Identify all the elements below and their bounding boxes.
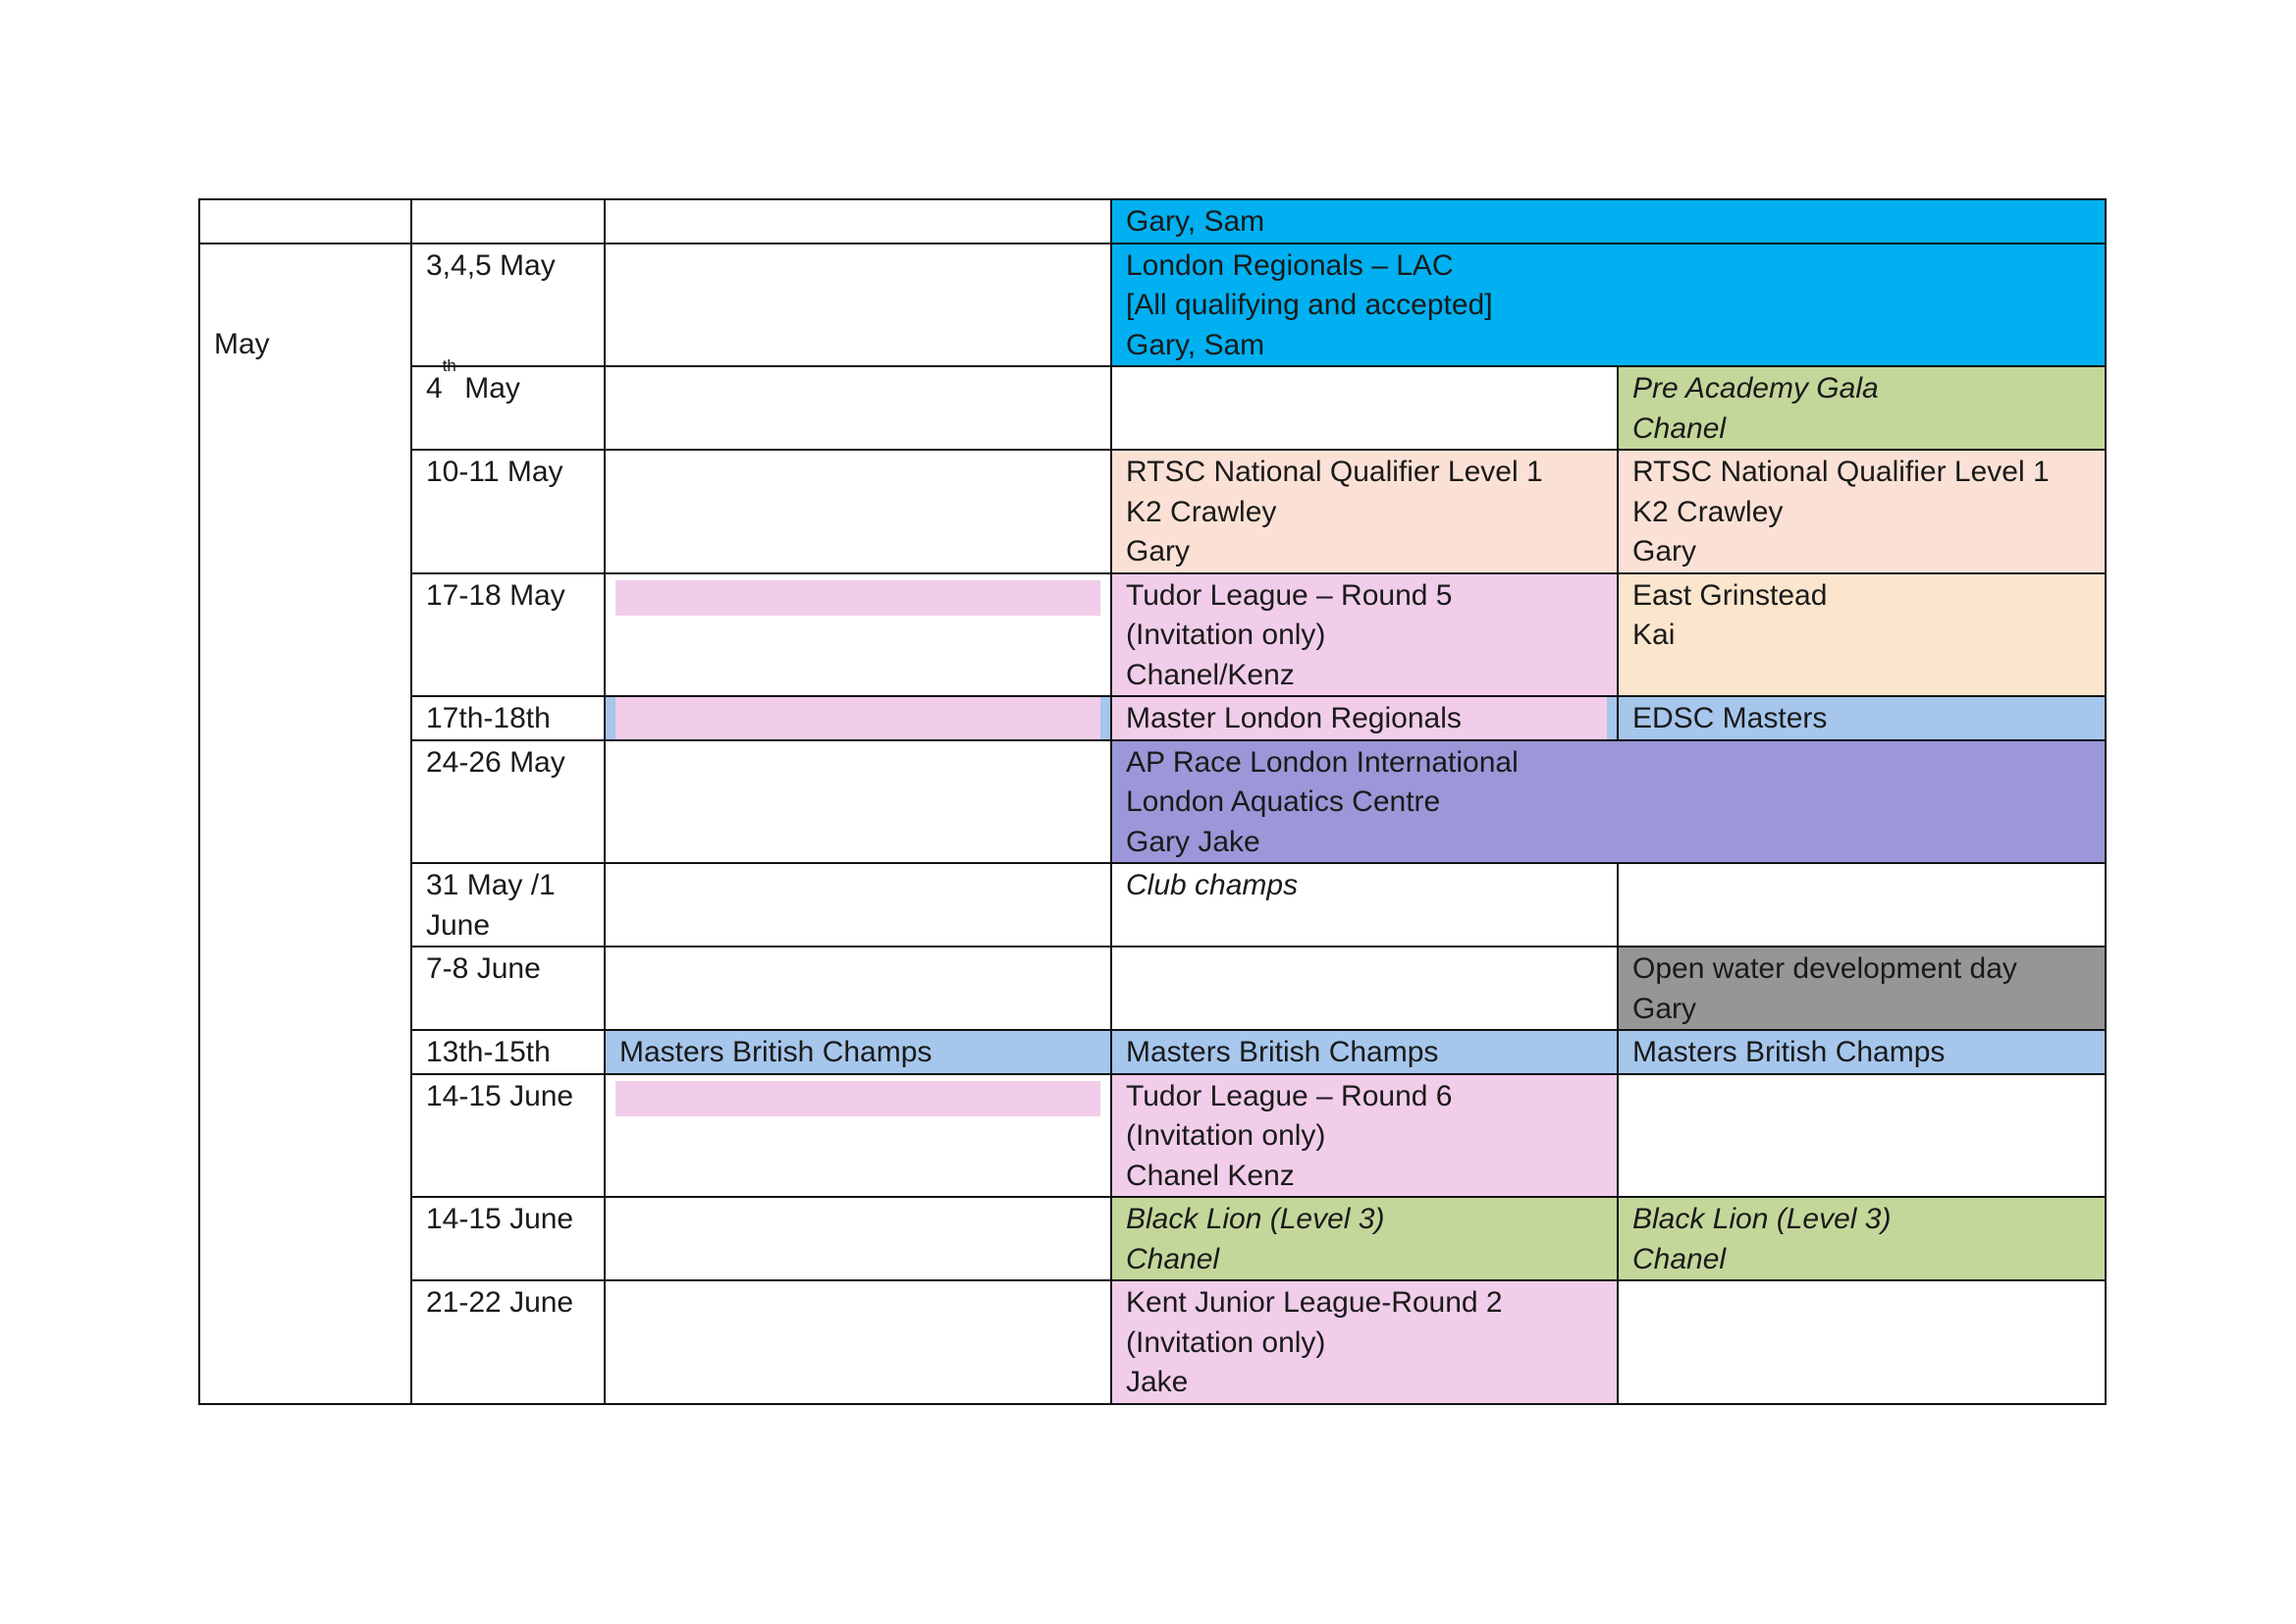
date-label: 14-15 June: [426, 1079, 574, 1112]
event-cell: [1618, 1197, 2106, 1280]
cell-highlight-bar: [605, 1074, 1111, 1198]
event-line: Kent Junior League-Round 2: [1126, 1286, 1503, 1319]
event-line: (Invitation only): [1126, 1326, 1326, 1359]
event-line: Kai: [1632, 619, 1676, 651]
date-label: June: [426, 908, 491, 942]
date-label: 17-18 May: [426, 578, 565, 612]
cell-blank: [605, 244, 1111, 367]
event-cell: [1618, 366, 2106, 450]
event-line: Gary: [1632, 535, 1697, 568]
cell-blank: [605, 1280, 1111, 1404]
date-label: 24-26 May: [426, 745, 565, 779]
cell-blank: [605, 366, 1111, 450]
event-line: Club champs: [1126, 869, 1299, 901]
cell-blank: [1618, 1074, 2106, 1198]
table-row: [199, 863, 2106, 947]
event-line: Gary, Sam: [1126, 328, 1265, 361]
date-label: 3,4,5 May: [426, 248, 556, 282]
event-cell: [1111, 863, 1618, 947]
schedule-table: [198, 198, 2107, 1405]
event-cell: [1111, 696, 1618, 740]
date-cell: [411, 244, 605, 367]
month-label: May: [214, 327, 270, 360]
cell-highlight-bar: [605, 573, 1111, 697]
event-line: Chanel/Kenz: [1126, 658, 1295, 691]
date-cell: [411, 1280, 605, 1404]
event-line: RTSC National Qualifier Level 1: [1632, 456, 2050, 488]
table-row: [199, 1280, 2106, 1404]
event-line: K2 Crawley: [1632, 495, 1784, 528]
table-row: [199, 740, 2106, 864]
pink-highlight-bar: [615, 580, 1100, 616]
table-row: [199, 450, 2106, 573]
event-line: K2 Crawley: [1126, 495, 1277, 528]
event-cell: [605, 1030, 1111, 1074]
month-cell: [199, 244, 411, 1404]
date-label: 21-22 June: [426, 1286, 574, 1319]
event-line: Gary: [1126, 535, 1191, 568]
blue-edge: [1100, 697, 1110, 739]
table-row: [199, 1074, 2106, 1198]
cell-blank: [605, 1197, 1111, 1280]
date-cell: [411, 740, 605, 864]
event-line: East Grinstead: [1632, 578, 1828, 612]
event-line: Black Lion (Level 3): [1126, 1203, 1385, 1235]
event-line: EDSC Masters: [1632, 702, 1828, 734]
event-line: AP Race London International: [1126, 745, 1519, 779]
date-label: 31 May /1: [426, 869, 556, 901]
table-row: [199, 244, 2106, 367]
event-line: Tudor League – Round 5: [1126, 578, 1453, 612]
event-line: London Aquatics Centre: [1126, 785, 1441, 818]
event-line: Black Lion (Level 3): [1632, 1203, 1892, 1235]
event-cell: [1111, 199, 2106, 244]
event-line: London Regionals – LAC: [1126, 248, 1454, 282]
event-line: Tudor League – Round 6: [1126, 1079, 1453, 1112]
date-label: 10-11 May: [426, 456, 563, 488]
event-line: [All qualifying and accepted]: [1126, 289, 1493, 321]
cell-blank: [1111, 947, 1618, 1030]
event-line: Open water development day: [1632, 952, 2017, 985]
cell-blank: [199, 199, 411, 244]
cell-highlight-bar: [605, 696, 1111, 740]
date-cell: [411, 696, 605, 740]
event-line: Chanel: [1126, 1242, 1220, 1275]
blue-edge: [606, 697, 615, 739]
date-label: 7-8 June: [426, 952, 541, 985]
event-line: Masters British Champs: [619, 1036, 933, 1068]
date-label: 4th May: [426, 356, 520, 405]
event-cell: [1111, 740, 2106, 864]
table-row: [199, 696, 2106, 740]
date-cell: [411, 947, 605, 1030]
pink-highlight-bar: [615, 1081, 1100, 1116]
date-cell: [411, 863, 605, 947]
cell-blank: [605, 947, 1111, 1030]
date-cell: [411, 1197, 605, 1280]
date-label: 14-15 June: [426, 1203, 574, 1235]
cell-blank: [605, 740, 1111, 864]
date-label: 13th-15th: [426, 1036, 551, 1068]
table-row: [199, 366, 2106, 450]
event-cell: [1618, 573, 2106, 697]
table-row: [199, 573, 2106, 697]
cell-blank: [605, 450, 1111, 573]
event-cell: [1618, 450, 2106, 573]
event-line: RTSC National Qualifier Level 1: [1126, 456, 1543, 488]
cell-blank: [1618, 863, 2106, 947]
event-line: Masters British Champs: [1126, 1036, 1439, 1068]
event-cell: [1111, 573, 1618, 697]
cell-blank: [1111, 366, 1618, 450]
event-cell: [1111, 1074, 1618, 1198]
event-line: Masters British Champs: [1632, 1036, 1946, 1068]
event-cell: [1618, 1030, 2106, 1074]
event-line: Jake: [1126, 1366, 1189, 1398]
cell-blank: [605, 863, 1111, 947]
date-cell: [411, 450, 605, 573]
date-cell: [411, 1030, 605, 1074]
event-cell: [1618, 696, 2106, 740]
table-row: [199, 947, 2106, 1030]
date-cell: [411, 356, 605, 450]
cell-blank: [1618, 1280, 2106, 1404]
table-row-header: [199, 199, 2106, 244]
date-cell: [411, 573, 605, 697]
event-line: Chanel: [1632, 1242, 1727, 1275]
event-line: Gary: [1632, 992, 1697, 1025]
event-cell: [1111, 244, 2106, 367]
event-cell: [1111, 1197, 1618, 1280]
event-line: Master London Regionals: [1126, 702, 1462, 734]
event-line: Gary, Sam: [1126, 205, 1265, 238]
event-cell: [1111, 1030, 1618, 1074]
event-line: (Invitation only): [1126, 1119, 1326, 1152]
cell-blank: [605, 199, 1111, 244]
event-line: Chanel: [1632, 411, 1727, 445]
cell-blank: [411, 199, 605, 244]
event-line: Chanel Kenz: [1126, 1159, 1295, 1192]
event-line: Pre Academy Gala: [1632, 372, 1879, 405]
table-row: [199, 1197, 2106, 1280]
table-row: [199, 1030, 2106, 1074]
event-cell: [1111, 1280, 1618, 1404]
event-line: Gary Jake: [1126, 825, 1260, 858]
event-cell: [1618, 947, 2106, 1030]
event-cell: [1111, 450, 1618, 573]
date-cell: [411, 1074, 605, 1198]
date-label: 17th-18th: [426, 702, 551, 734]
event-line: (Invitation only): [1126, 619, 1326, 651]
